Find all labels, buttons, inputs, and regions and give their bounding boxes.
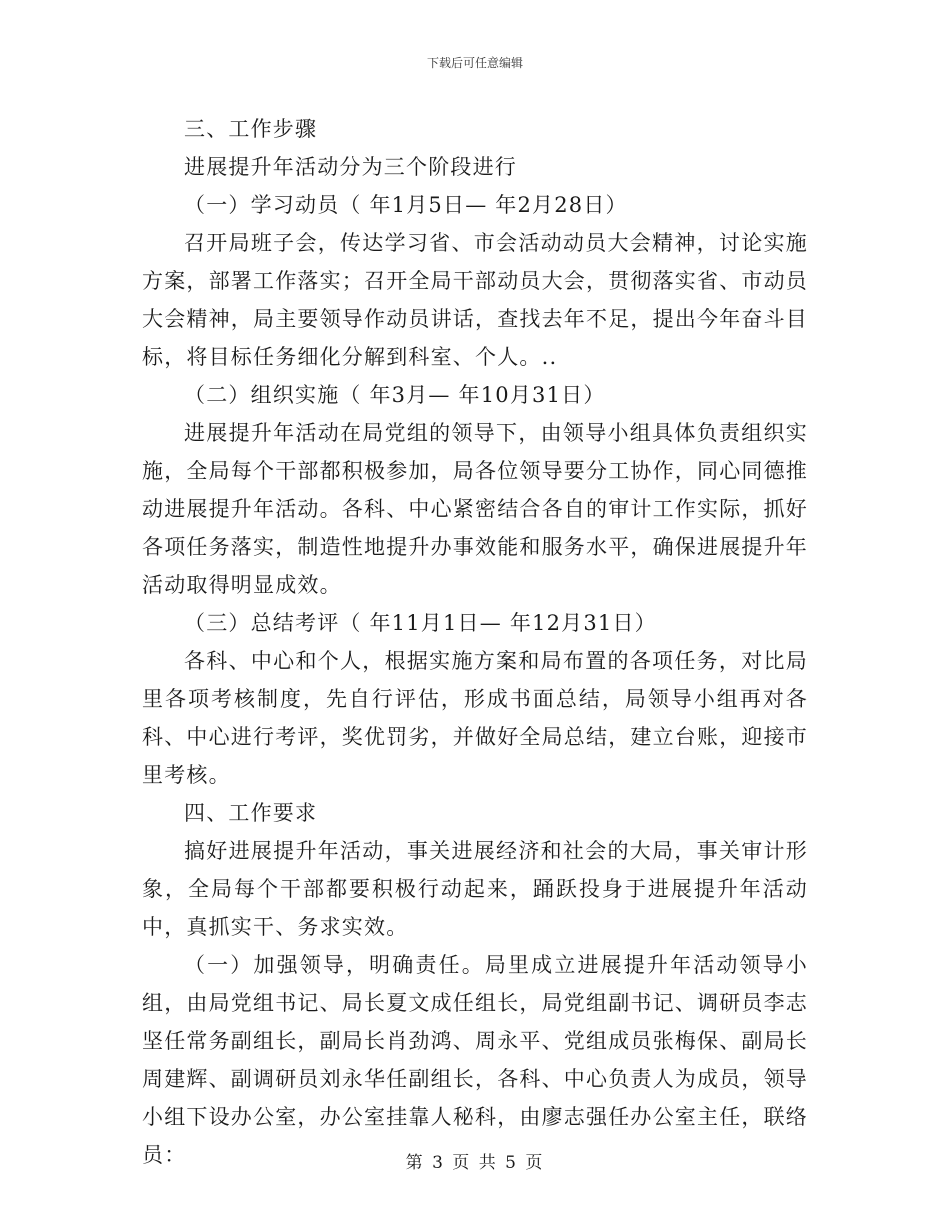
section-heading-requirements: 四、工作要求 bbox=[184, 801, 318, 825]
paragraph-phase-1: 召开局班子会，传达学习省、市会活动动员大会精神，讨论实施方案，部署工作落实；召开全局干部动员大会，贯彻落实省、市动员大会精神，局主要领导作动员讲话，查找去年不足，提出今年奋斗目标，将目标任务细化分解到科室、个人。.. bbox=[142, 231, 808, 369]
subheading-phase-2: （二）组织实施（ 年3月— 年10月31日） bbox=[184, 383, 606, 407]
subheading-phase-1: （一）学习动员（ 年1月5日— 年2月28日） bbox=[184, 193, 628, 217]
page-header: 下载后可任意编辑 bbox=[426, 56, 523, 70]
paragraph-phase-2: 进展提升年活动在局党组的领导下，由领导小组具体负责组织实施，全局每个干部都积极参加，局各位领导要分工协作，同心同德推动进展提升年活动。各科、中心紧密结合各自的审计工作实际，抓好各项任务落实，制造性地提升办事效能和服务水平，确保进展提升年活动取得明显成效。 bbox=[142, 421, 808, 597]
document-body bbox=[142, 110, 808, 1174]
section-heading-steps: 三、工作步骤 bbox=[184, 117, 318, 141]
paragraph-phase-3: 各科、中心和个人，根据实施方案和局布置的各项任务，对比局里各项考核制度，先自行评估，形成书面总结，局领导小组再对各科、中心进行考评，奖优罚劣，并做好全局总结，建立台账，迎接市里考核。 bbox=[142, 649, 808, 787]
paragraph-leadership: （一）加强领导，明确责任。局里成立进展提升年活动领导小组，由局党组书记、局长夏文成任组长，局党组副书记、调研员李志坚任常务副组长，副局长肖劲鸿、周永平、党组成员张梅保、副局长周建辉、副调研员刘永华任副组长，各科、中心负责人为成员，领导小组下设办公室，办公室挂靠人秘科，由廖志强任办公室主任，联络员： bbox=[142, 953, 808, 1167]
paragraph-intro: 进展提升年活动分为三个阶段进行 bbox=[184, 155, 517, 179]
subheading-phase-3: （三）总结考评（ 年11月1日— 年12月31日） bbox=[184, 611, 657, 635]
page-number: 第 3 页 共 5 页 bbox=[405, 1153, 545, 1173]
paragraph-requirements: 搞好进展提升年活动，事关进展经济和社会的大局，事关审计形象，全局每个干部都要积极行动起来，踊跃投身于进展提升年活动中，真抓实干、务求实效。 bbox=[142, 839, 808, 939]
